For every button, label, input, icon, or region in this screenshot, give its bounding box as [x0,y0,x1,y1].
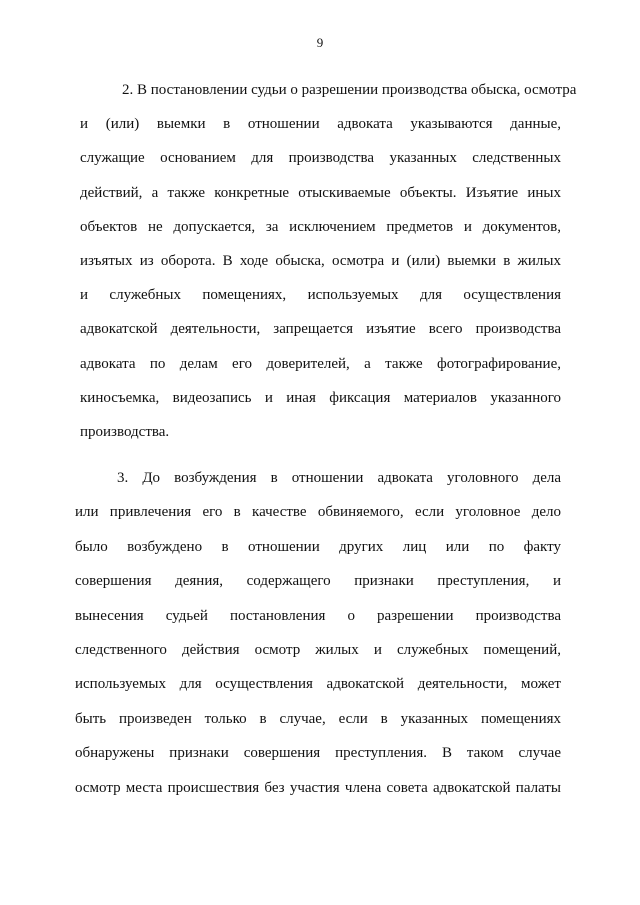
text-line: изъятых из оборота. В ходе обыска, осмотра и (или) выемки в жилых [80,252,561,269]
text-line: объектов не допускается, за исключением предметов и документов, [80,218,561,235]
text-line: 3. До возбуждения в отношении адвоката уголовного дела [117,470,561,486]
paragraph-2 [80,80,577,456]
page-number: 9 [316,35,324,50]
text-line: 2. В постановлении судьи о разрешении производства обыска, осмотра [122,82,577,98]
text-line: было возбуждено в отношении других лиц или по факту [75,538,561,555]
text-line: совершения деяния, содержащего признаки преступления, и [75,573,561,590]
text-line: и служебных помещениях, используемых для осуществления [80,287,561,304]
text-line: вынесения судьей постановления о разрешении производства [75,607,561,624]
text-line: следственного действия осмотр жилых и служебных помещений, [75,641,561,658]
text-line: киносъемка, видеозапись и иная фиксация материалов указанного [80,389,561,406]
text-line: производства. [80,423,170,440]
text-line: быть произведен только в случае, если в указанных помещениях [75,710,561,727]
text-line: осмотр места происшествия без участия члена совета адвокатской палаты [75,779,561,796]
text-line: адвокатской деятельности, запрещается изъятие всего производства [80,321,561,338]
text-line: действий, а также конкретные отыскиваемые объекты. Изъятие иных [80,184,561,201]
text-line: и (или) выемки в отношении адвоката указываются данные, [80,116,561,133]
text-line: адвоката по делам его доверителей, а также фотографирование, [80,355,561,372]
text-line: обнаружены признаки совершения преступления. В таком случае [75,745,561,762]
paragraph-3 [75,468,561,812]
text-line: используемых для осуществления адвокатской деятельности, может [75,676,561,693]
text-line: служащие основанием для производства указанных следственных [80,150,561,167]
text-line: или привлечения его в качестве обвиняемого, если уголовное дело [75,504,561,521]
